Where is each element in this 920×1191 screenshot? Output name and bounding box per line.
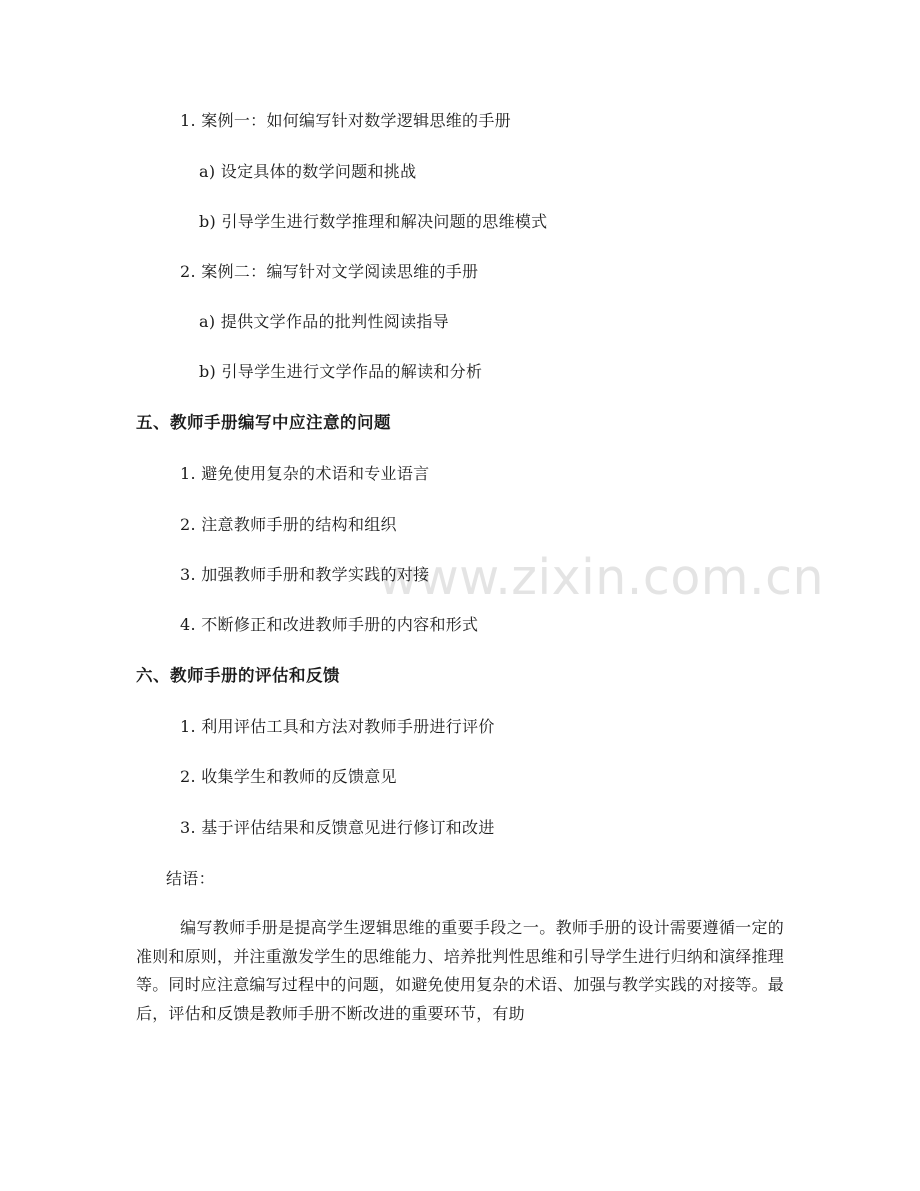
case-one-item-a: a) 设定具体的数学问题和挑战 (199, 162, 417, 181)
case-two-title: 2. 案例二：编写针对文学阅读思维的手册 (180, 262, 479, 281)
watermark-text: www.zixin.com.cn (378, 549, 825, 606)
section-five-item-3: 3. 加强教师手册和教学实践的对接 (180, 565, 430, 584)
section-six-item-3: 3. 基于评估结果和反馈意见进行修订和改进 (180, 818, 495, 837)
case-two-item-a: a) 提供文学作品的批判性阅读指导 (199, 312, 449, 331)
section-six-item-2: 2. 收集学生和教师的反馈意见 (180, 767, 397, 786)
case-one-item-b: b) 引导学生进行数学推理和解决问题的思维模式 (199, 212, 548, 231)
section-five-item-1: 1. 避免使用复杂的术语和专业语言 (180, 464, 430, 483)
section-six-item-1: 1. 利用评估工具和方法对教师手册进行评价 (180, 717, 495, 736)
section-six-heading: 六、教师手册的评估和反馈 (136, 666, 340, 685)
section-five-heading: 五、教师手册编写中应注意的问题 (136, 413, 391, 432)
case-two-item-b: b) 引导学生进行文学作品的解读和分析 (199, 362, 483, 381)
conclusion-label: 结语： (166, 869, 215, 888)
section-five-item-2: 2. 注意教师手册的结构和组织 (180, 515, 397, 534)
case-one-title: 1. 案例一：如何编写针对数学逻辑思维的手册 (180, 111, 511, 130)
conclusion-paragraph (136, 914, 784, 1029)
conclusion-paragraph-text: 编写教师手册是提高学生逻辑思维的重要手段之一。教师手册的设计需要遵循一定的准则和原则，并注重激发学生的思维能力、培养批判性思维和引导学生进行归纳和演绎推理等。同时应注意编写过程中的问题，如避免使用复杂的术语、加强与教学实践的对接等。最后，评估和反馈是教师手册不断改进的重要环节，有助 (136, 918, 785, 1024)
section-five-item-4: 4. 不断修正和改进教师手册的内容和形式 (180, 615, 479, 634)
